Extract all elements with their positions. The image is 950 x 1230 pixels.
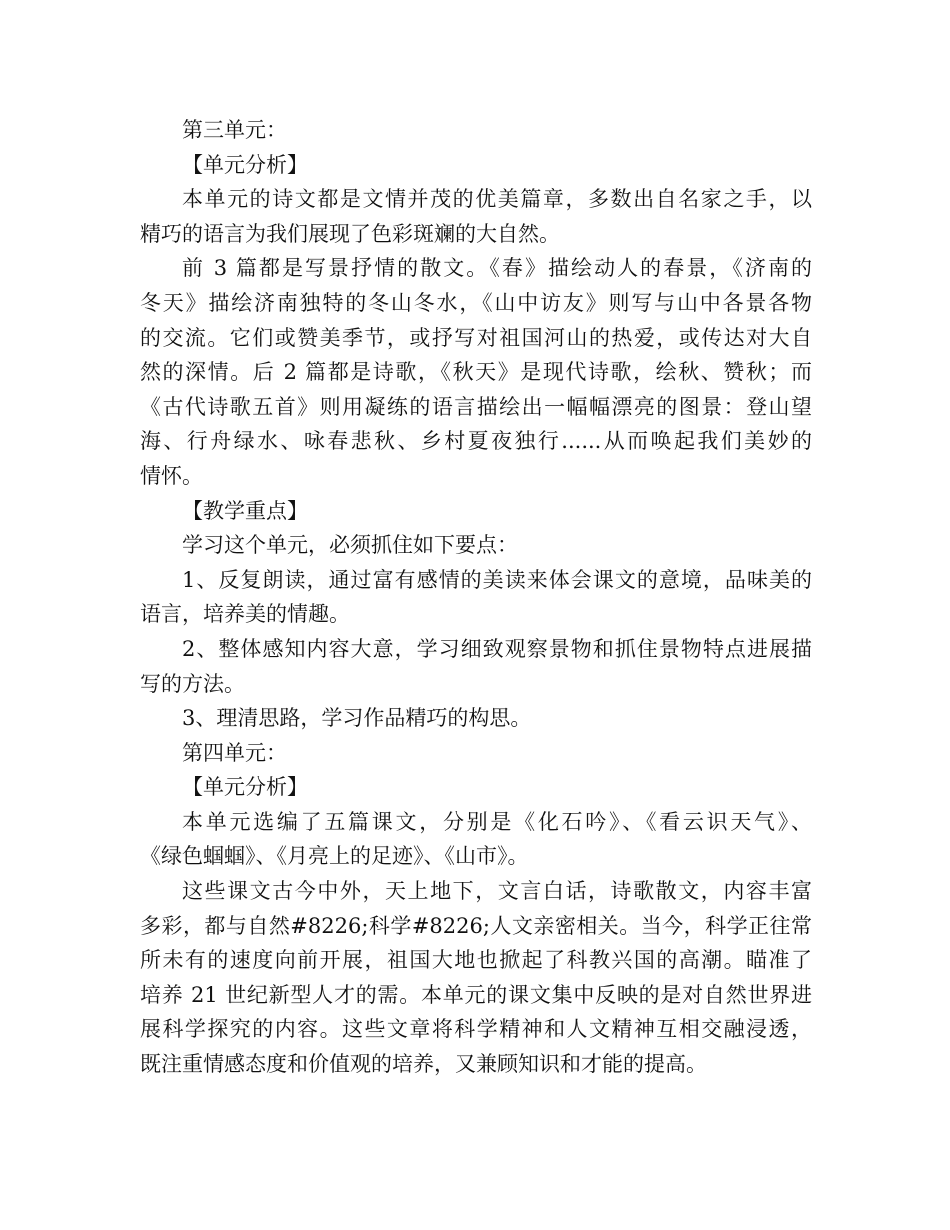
text-line: 《绿色蝈蝈》、《月亮上的足迹》、《山市》。 (140, 844, 529, 869)
text-line: 这些课文古今中外，天上地下，文言白话，诗歌散文，内容丰富 (182, 879, 812, 904)
text-line: 语言，培养美的情趣。 (140, 602, 350, 627)
text-line: 既注重情感态度和价值观的培养，又兼顾知识和才能的提高。 (140, 1052, 707, 1077)
text-line: 然的深情。后 2 篇都是诗歌，《秋天》是现代诗歌，绘秋、赞秋；而 (140, 360, 812, 385)
text-line: 写的方法。 (140, 671, 245, 696)
text-line: 前 3 篇都是写景抒情的散文。《春》描绘动人的春景，《济南的 (182, 256, 812, 281)
text-line: 【教学重点】 (182, 498, 308, 523)
text-line: 【单元分析】 (182, 775, 308, 800)
text-line: 情怀。 (140, 463, 203, 488)
text-line: 《古代诗歌五首》则用凝练的语言描绘出一幅幅漂亮的图景：登山望 (140, 394, 812, 419)
text-line: 的交流。它们或赞美季节，或抒写对祖国河山的热爱，或传达对大自 (140, 325, 812, 350)
text-line: 多彩，都与自然#8226;科学#8226;人文亲密相关。当今，科学正往常 (140, 913, 812, 938)
text-line: 第三单元： (182, 118, 287, 142)
text-line: 3、理清思路，学习作品精巧的构思。 (182, 706, 532, 731)
text-line: 冬天》描绘济南独特的冬山冬水，《山中访友》则写与山中各景各物 (140, 290, 812, 315)
text-line: 本单元选编了五篇课文，分别是《化石吟》、《看云识天气》、 (182, 809, 812, 834)
text-line: 所未有的速度向前开展，祖国大地也掀起了科教兴国的高潮。瞄准了 (140, 948, 812, 973)
text-line: 精巧的语言为我们展现了色彩斑斓的大自然。 (140, 221, 560, 246)
text-line: 第四单元： (182, 740, 287, 765)
text-line: 本单元的诗文都是文情并茂的优美篇章，多数出自名家之手，以 (182, 187, 812, 212)
text-line: 【单元分析】 (182, 152, 308, 177)
text-line: 培养 21 世纪新型人才的需。本单元的课文集中反映的是对自然世界进 (140, 982, 812, 1007)
document-body (140, 113, 812, 1082)
text-line: 1、反复朗读，通过富有感情的美读来体会课文的意境，品味美的 (182, 567, 812, 592)
text-line: 2、整体感知内容大意，学习细致观察景物和抓住景物特点进展描 (182, 636, 812, 661)
text-line: 展科学探究的内容。这些文章将科学精神和人文精神互相交融浸透， (140, 1017, 812, 1042)
text-line: 海、行舟绿水、咏春悲秋、乡村夏夜独行......从而唤起我们美妙的 (140, 429, 812, 454)
text-line: 学习这个单元，必须抓住如下要点： (182, 533, 518, 558)
